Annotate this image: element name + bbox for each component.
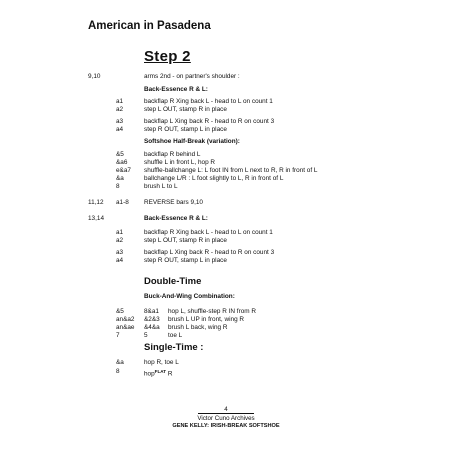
bars-number: 11,12	[88, 199, 104, 206]
step-text: backflap R Xing back L - head to L on count 1	[144, 98, 273, 105]
step-text: backflap L Xing back R - head to R on count 3	[144, 118, 275, 125]
step-text: step L OUT, stamp R in place	[144, 106, 227, 113]
step-text: arms 2nd - on partner's shoulder :	[144, 73, 240, 80]
count-label: &5	[116, 308, 124, 315]
count-label-secondary: &4&a	[144, 324, 160, 331]
count-label: 8	[116, 183, 120, 190]
step-title: Step 2	[144, 48, 191, 65]
step-text: shuffle L in front L, hop R	[144, 159, 216, 166]
count-label: a2	[116, 237, 124, 244]
step-text: brush L back, wing R	[168, 324, 228, 331]
step-text: brush L UP in front, wing R	[168, 316, 245, 323]
single-time-text: hop R, toe L	[144, 359, 179, 366]
footer-rule	[198, 413, 254, 414]
count-label: a3	[116, 118, 124, 125]
hop-text: hop	[144, 370, 155, 378]
count-label-secondary: 5	[144, 332, 148, 339]
count-label: a1	[116, 98, 124, 105]
step-text: ballchange L/R : L foot slightly to L, R in front of L	[144, 175, 284, 182]
page-number: 4	[224, 406, 228, 413]
document-title: American in Pasadena	[88, 20, 211, 32]
flat-superscript: FLAT	[154, 369, 167, 374]
count-label-secondary: 8&a1	[144, 308, 159, 315]
section-heading: Softshoe Half-Break (variation):	[144, 138, 240, 145]
section-heading: Back-Essence R & L:	[144, 215, 208, 222]
single-time-count: 8	[116, 368, 120, 375]
count-label: a3	[116, 249, 124, 256]
step-text: brush L to L	[144, 183, 178, 190]
double-time-title: Double-Time	[144, 276, 202, 287]
count-label: 7	[116, 332, 120, 339]
hop-text-after: R	[166, 370, 173, 378]
section-heading: Back-Essence R & L:	[144, 86, 208, 93]
step-text: step L OUT, stamp R in place	[144, 237, 227, 244]
step-text: shuffle-ballchange L: L foot IN from L next to R, R in front of L	[144, 167, 318, 174]
count-label: a1	[116, 229, 124, 236]
count-label: &a6	[116, 159, 128, 166]
count-label: a2	[116, 106, 124, 113]
single-time-count: &a	[116, 359, 124, 366]
archive-credit: Victor Cuno Archives	[197, 415, 255, 422]
single-time-text	[144, 368, 172, 379]
buck-and-wing-heading: Buck-And-Wing Combination:	[144, 293, 235, 300]
single-time-title: Single-Time :	[144, 342, 204, 353]
count-label: e&a7	[116, 167, 131, 174]
step-text: step R OUT, stamp L in place	[144, 257, 227, 264]
step-text: backflap L Xing back R - head to R on count 3	[144, 249, 275, 256]
step-text: backflap R Xing back L - head to L on count 1	[144, 229, 273, 236]
count-label: &5	[116, 151, 124, 158]
count-label: an&a2	[116, 316, 135, 323]
count-label: &a	[116, 175, 124, 182]
count-label: a1-8	[116, 199, 129, 206]
count-label: an&ae	[116, 324, 135, 331]
count-label: a4	[116, 126, 124, 133]
count-label-secondary: &2&3	[144, 316, 160, 323]
step-text: REVERSE bars 9,10	[144, 199, 203, 206]
step-text: backflap R behind L	[144, 151, 201, 158]
step-text: step R OUT, stamp L in place	[144, 126, 227, 133]
count-label: a4	[116, 257, 124, 264]
document-credit: GENE KELLY: IRISH-BREAK SOFTSHOE	[172, 423, 280, 429]
step-text: hop L, shuffle-step R IN from R	[168, 308, 256, 315]
bars-number: 9,10	[88, 73, 101, 80]
bars-number: 13,14	[88, 215, 104, 222]
step-text: toe L	[168, 332, 183, 339]
